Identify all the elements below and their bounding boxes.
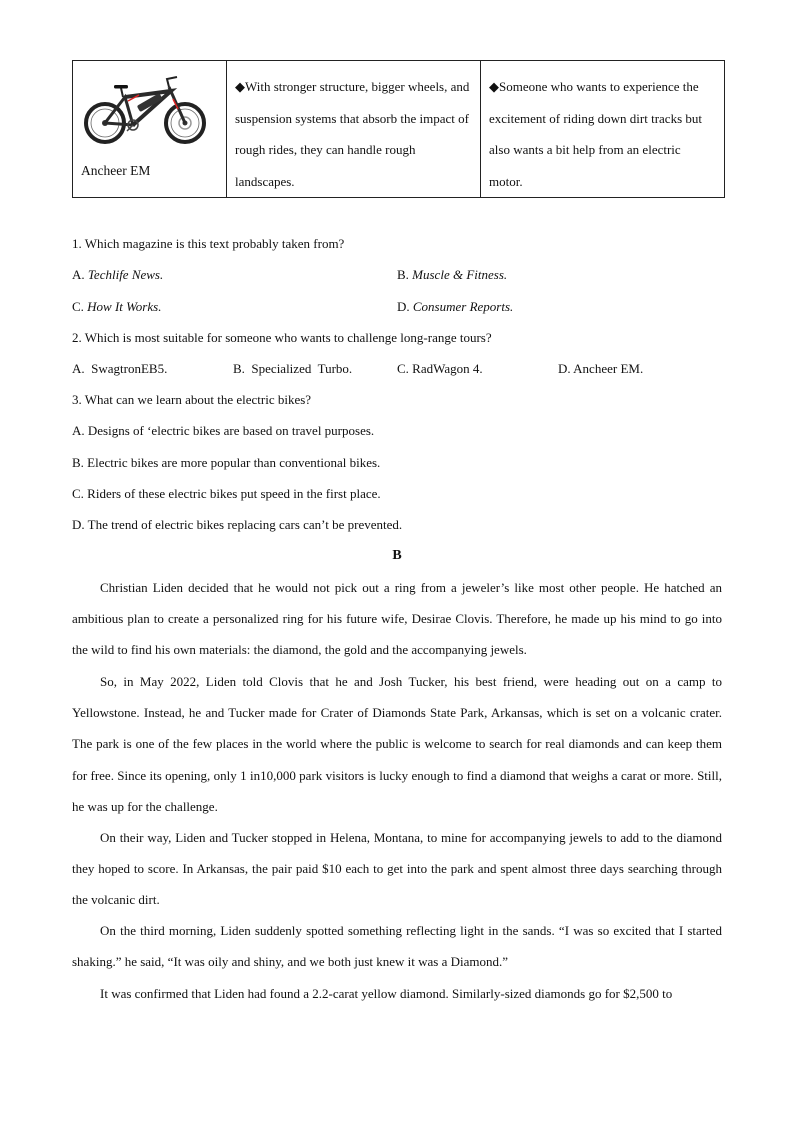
option-label: C. <box>72 299 88 314</box>
question-2-option-d: D. Ancheer EM. <box>558 361 644 376</box>
question-3-option-a: A. Designs of ‘electric bikes are based on travel purposes. <box>72 423 375 438</box>
bike-image-cell <box>73 61 227 198</box>
suitable-for: ◆Someone who wants to experience the excitement of riding down dirt tracks but also wants a bit help from an electric motor. <box>489 79 703 189</box>
question-3-option-d: D. The trend of electric bikes replacing cars can’t be prevented. <box>72 517 403 532</box>
option-label: A. <box>72 267 88 282</box>
question-2-option-a: A. SwagtronEB5. <box>72 361 168 376</box>
question-1-option-c <box>72 299 161 315</box>
question-3-option-c: C. Riders of these electric bikes put speed in the first place. <box>72 486 381 501</box>
question-2-option-b: B. Specialized Turbo. <box>233 361 353 376</box>
option-text: How It Works. <box>87 299 162 314</box>
question-1-stem: 1. Which magazine is this text probably taken from? <box>72 236 345 251</box>
question-1-option-b <box>397 267 507 283</box>
question-2-stem: 2. Which is most suitable for someone who wants to challenge long-range tours? <box>72 330 492 345</box>
question-3-option-b: B. Electric bikes are more popular than conventional bikes. <box>72 455 381 470</box>
option-text: Techlife News. <box>87 267 164 282</box>
bike-description: ◆With stronger structure, bigger wheels, and suspension systems that absorb the impact of rough rides, they can handle rough landscapes. <box>235 79 470 189</box>
question-3-stem: 3. What can we learn about the electric bikes? <box>72 392 312 407</box>
bike-table <box>72 60 725 198</box>
table-row <box>73 61 725 198</box>
bike-description-cell <box>227 61 481 198</box>
option-text: Consumer Reports. <box>412 299 514 314</box>
option-label: D. <box>397 299 413 314</box>
section-heading: B <box>392 548 402 563</box>
paragraph-3: On their way, Liden and Tucker stopped in Helena, Montana, to mine for accompanying jewels to add to the diamond they hoped to score. In Arkansas, the pair paid $10 each to get into the park and spent almost three days searching through the volcanic dirt. <box>72 830 722 908</box>
paragraph-1: Christian Liden decided that he would not pick out a ring from a jeweler’s like most other people. He hatched an ambitious plan to create a personalized ring for his future wife, Desirae Clovis. Therefore, he made up his mind to go into the wild to find his own materials: the diamond, the gold and the accompanying jewels. <box>72 580 722 658</box>
paragraph-2: So, in May 2022, Liden told Clovis that he and Josh Tucker, his best friend, were heading out on a camp to Yellowstone. Instead, he and Tucker made for Crater of Diamonds State Park, Arkansas, which is set on a volcanic crater. The park is one of the few places in the world where the public is welcome to search for real diamonds and can keep them for free. Since its opening, only 1 in10,000 park visitors is lucky enough to find a diamond that weighs a carat or more. Still, he was up for the challenge. <box>72 674 722 814</box>
option-label: B. <box>397 267 413 282</box>
question-1-option-a <box>72 267 163 283</box>
option-text: Muscle & Fitness. <box>412 267 508 282</box>
paragraph-4: On the third morning, Liden suddenly spotted something reflecting light in the sands. “I was so excited that I started shaking.” he said, “It was oily and shiny, and we both just knew it was a Diamond.” <box>72 923 722 970</box>
paragraph-5: It was confirmed that Liden had found a 2.2-carat yellow diamond. Similarly-sized diamonds go for $2,500 to <box>100 986 673 1001</box>
bike-name: Ancheer EM <box>81 163 151 178</box>
question-1-option-d <box>397 299 513 315</box>
suitable-for-cell <box>481 61 725 198</box>
electric-bike-image <box>81 73 209 151</box>
question-2-option-c: C. RadWagon 4. <box>397 361 483 376</box>
